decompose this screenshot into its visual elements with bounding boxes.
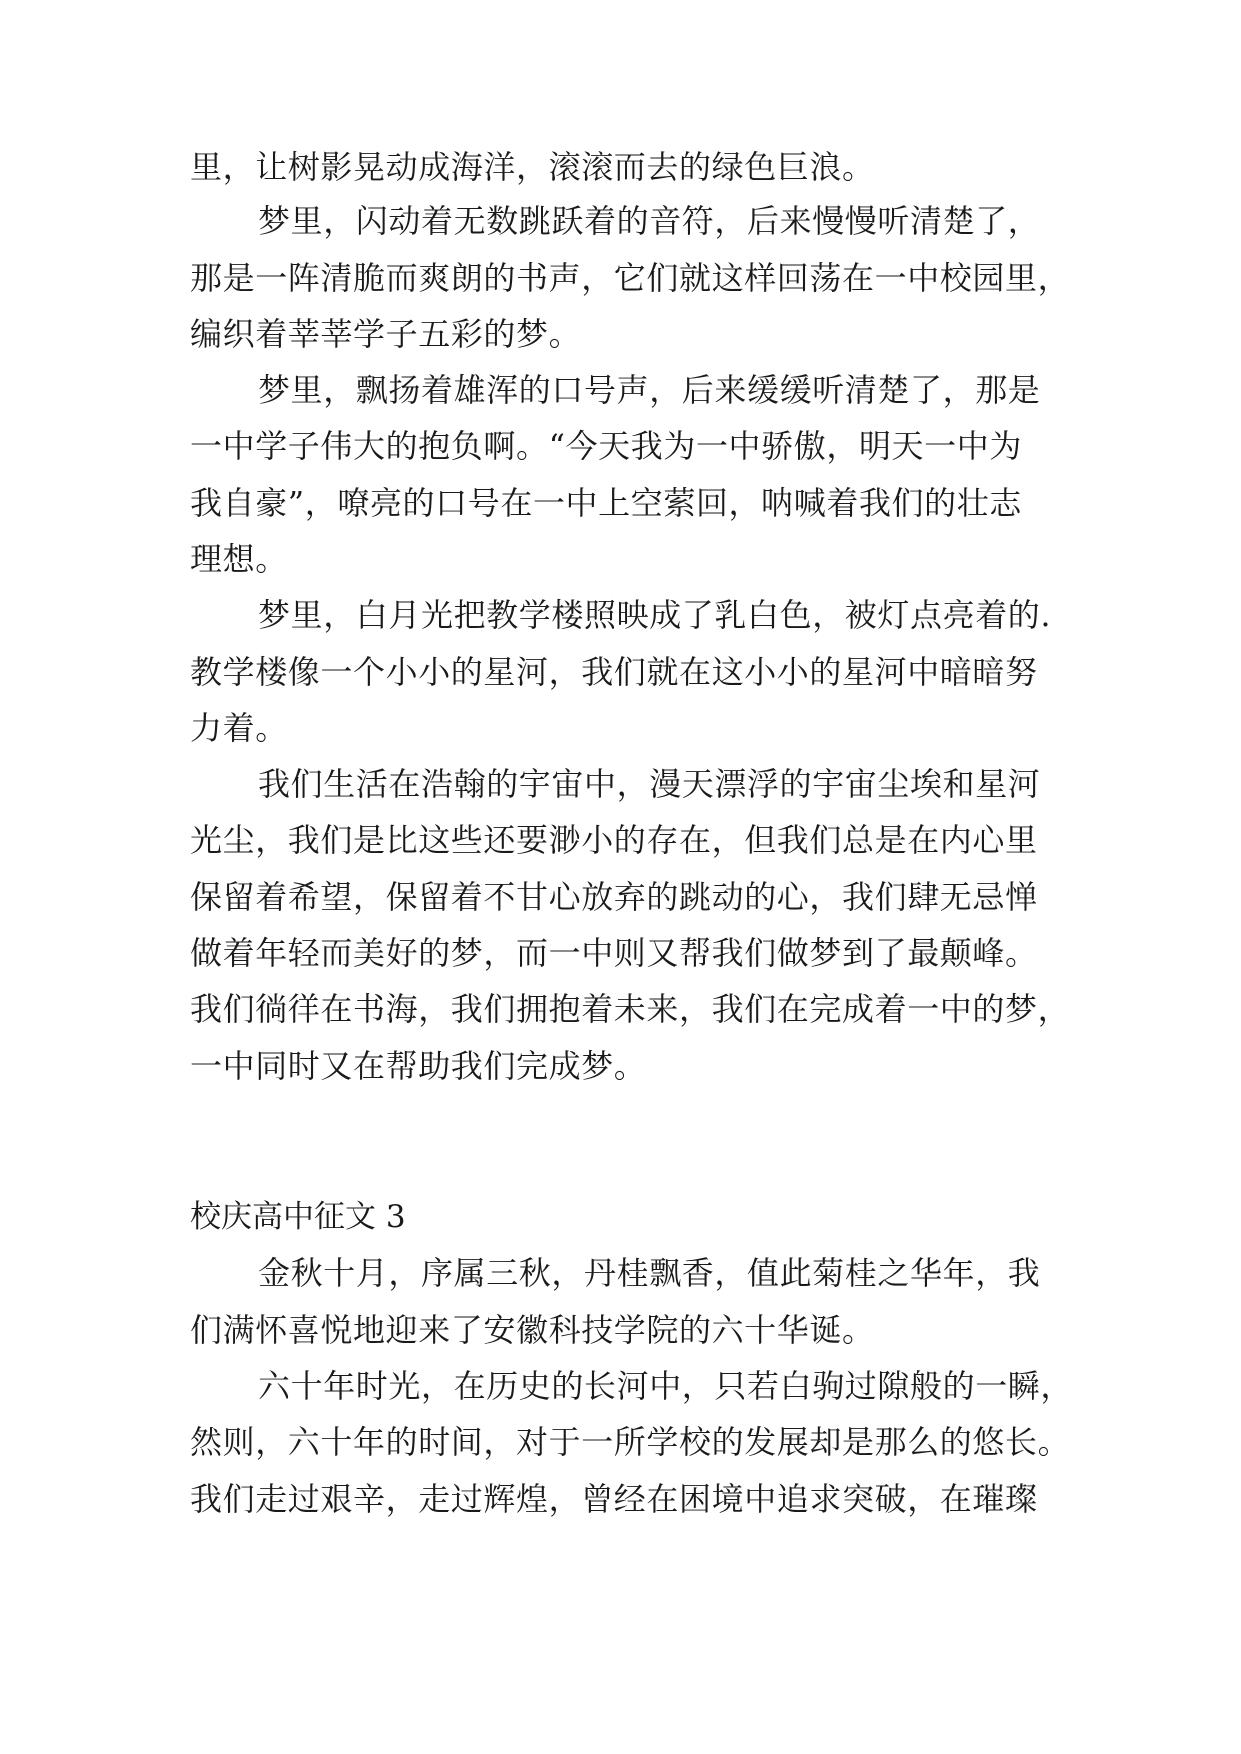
text-line: 理想。 (190, 540, 288, 578)
text-line: 我们走过艰辛，走过辉煌，曾经在困境中追求突破，在璀璨 (190, 1480, 1038, 1518)
text-line: 那是一阵清脆而爽朗的书声，它们就这样回荡在一中校园里， (190, 259, 1071, 297)
text-line: 六十年时光，在历史的长河中，只若白驹过隙般的一瞬， (258, 1367, 1074, 1405)
text-line: 我自豪”，嘹亮的口号在一中上空萦回，呐喊着我们的壮志 (190, 484, 1022, 522)
text-line: 梦里，飘扬着雄浑的口号声，后来缓缓听清楚了，那是 (258, 371, 1041, 409)
text-line: 我们生活在浩翰的宇宙中，漫天漂浮的宇宙尘埃和星河 (258, 765, 1041, 803)
text-line: 编织着莘莘学子五彩的梦。 (190, 315, 582, 353)
text-line: 做着年轻而美好的梦，而一中则又帮我们做梦到了最颠峰。 (190, 934, 1038, 972)
text-line: 梦里，闪动着无数跳跃着的音符，后来慢慢听清楚了， (258, 202, 1041, 240)
section-heading: 校庆高中征文 3 (190, 1199, 406, 1235)
text-line: 我们徜徉在书海，我们拥抱着未来，我们在完成着一中的梦， (190, 990, 1071, 1028)
text-line: 金秋十月，序属三秋，丹桂飘香，值此菊桂之华年，我 (258, 1254, 1041, 1292)
text-line: 然则，六十年的时间，对于一所学校的发展却是那么的悠长。 (190, 1423, 1071, 1461)
text-line: 一中学子伟大的抱负啊。“今天我为一中骄傲，明天一中为 (190, 427, 1022, 465)
text-line: 光尘，我们是比这些还要渺小的存在，但我们总是在内心里 (190, 821, 1038, 859)
text-line: 们满怀喜悦地迎来了安徽科技学院的六十华诞。 (190, 1311, 875, 1349)
text-line: 教学楼像一个小小的星河，我们就在这小小的星河中暗暗努 (190, 653, 1038, 691)
text-line: 梦里，白月光把教学楼照映成了乳白色，被灯点亮着的. (258, 596, 1052, 634)
text-line: 里，让树影晃动成海洋，滚滚而去的绿色巨浪。 (190, 148, 875, 186)
text-line: 一中同时又在帮助我们完成梦。 (190, 1047, 647, 1085)
text-line: 力着。 (190, 709, 288, 747)
text-line: 保留着希望，保留着不甘心放弃的跳动的心，我们肆无忌惮 (190, 878, 1038, 916)
